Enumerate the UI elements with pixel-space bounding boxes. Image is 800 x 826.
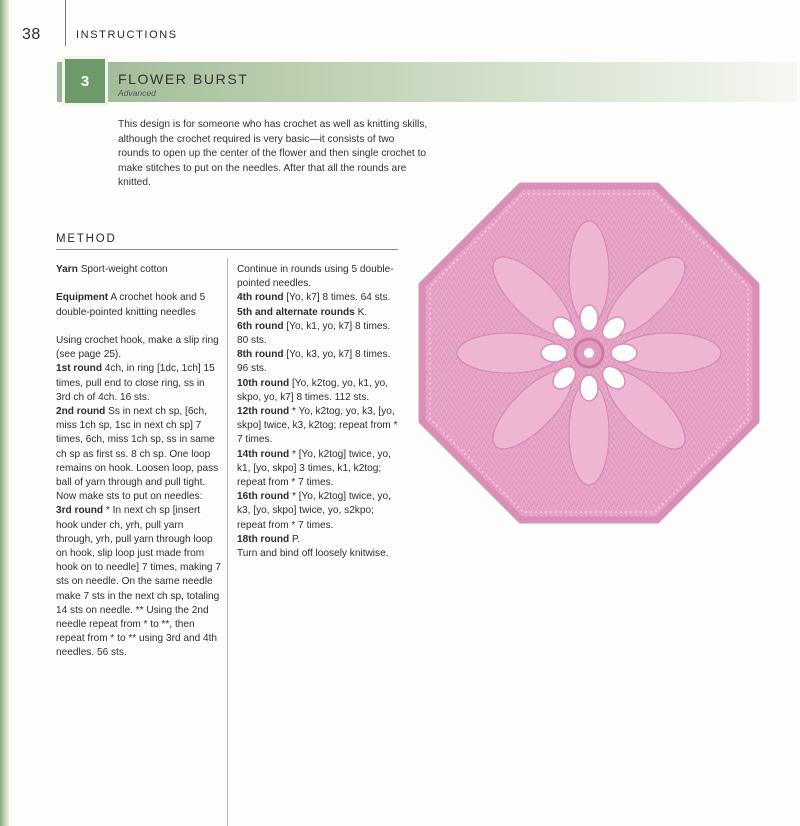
round-text: [Yo, k3, yo, k7] 8 times. 96 sts. [237, 349, 391, 375]
round-label: 6th round [237, 320, 284, 332]
round-text: Ss in next ch sp, [6ch, miss 1ch sp, 1sc in next ch sp] 7 times, 6ch, miss 1ch sp, ss in same ch sp as first ss. 8 ch sp. One loop remains on hook. Loosen loop, pass ball of yarn through and pull tight. Now make sts to put on needles: [56, 406, 219, 503]
round-instruction [237, 348, 401, 376]
page-number: 38 [22, 26, 41, 43]
method-column-right [237, 263, 401, 561]
column-divider [227, 258, 228, 826]
round-instruction [56, 362, 222, 405]
intro-paragraph: This design is for someone who has crochet as well as knitting skills, although the crochet required is very basic—it consists of two rounds to open up the center of the flower and then single crochet to make stitches to put on the needles. After that all the rounds are knitted. [118, 119, 428, 188]
header-divider [65, 0, 66, 46]
round-instruction [237, 405, 401, 448]
section-title: INSTRUCTIONS [76, 29, 178, 41]
page-spine-edge [0, 0, 9, 826]
round-label: 10th round [237, 377, 290, 389]
round-instruction [237, 320, 401, 348]
finish-text: Turn and bind off loosely knitwise. [237, 548, 389, 560]
round-text: 4ch, in ring [1dc, 1ch] 15 times, pull end to close ring, ss in 3rd ch of 4ch. 16 sts. [56, 363, 215, 403]
round-text: [Yo, k7] 8 times. 64 sts. [286, 292, 391, 304]
method-rule [56, 249, 398, 250]
round-label: 16th round [237, 491, 290, 503]
round-text: * [Yo, k2tog] twice, yo, k1, [yo, skpo] 3 times, k1, k2tog; repeat from * 7 times. [237, 448, 391, 489]
round-label: 12th round [237, 406, 290, 418]
round-instruction [237, 291, 401, 305]
yarn-label: Yarn [56, 264, 78, 275]
knitted-octagon-photo [414, 178, 764, 528]
round-instruction [56, 405, 222, 504]
equipment-text: A crochet hook and 5 double-pointed knitting needles [56, 292, 206, 318]
round-text: P. [291, 533, 301, 545]
round-instruction [237, 533, 401, 547]
round-label: 8th round [237, 349, 284, 361]
round-label: 18th round [237, 533, 290, 545]
equipment-line [56, 291, 222, 319]
pattern-title: FLOWER BURST [118, 71, 249, 87]
round-label: 5th and alternate rounds [237, 306, 355, 318]
round-label: 4th round [237, 292, 284, 304]
round-instruction [237, 377, 401, 405]
round-label: 14th round [237, 448, 290, 460]
round-text: * [Yo, k2tog] twice, yo, k3, [yo, skpo] twice, yo, s2kpo; repeat from * 7 times. [237, 491, 391, 531]
round-label: 1st round [56, 363, 102, 375]
round-text: K. [357, 306, 368, 318]
round-instruction [56, 504, 222, 660]
round-label: 2nd round [56, 406, 106, 417]
yarn-line [56, 263, 222, 277]
round-label: 3rd round [56, 505, 104, 517]
crochet-intro: Using crochet hook, make a slip ring (see page 25). [56, 334, 219, 361]
round-text: * Yo, k2tog, yo, k3, [yo, skpo] twice, k3, k2tog; repeat from * 7 times. [237, 406, 398, 446]
round-instruction [237, 490, 401, 533]
round-instruction [237, 448, 401, 491]
yarn-text: Sport-weight cotton [80, 264, 168, 275]
round-instruction [237, 306, 401, 320]
equipment-label: Equipment [56, 292, 109, 304]
pattern-number-badge: 3 [62, 56, 108, 106]
round-text: [Yo, k1, yo, k7] 8 times. 80 sts. [237, 320, 391, 347]
round-text: [Yo, k2tog, yo, k1, yo, skpo, yo, k7] 8 times. 112 sts. [237, 377, 389, 403]
continue-text: Continue in rounds using 5 double-pointed needles. [237, 264, 394, 290]
method-column-left [56, 263, 222, 661]
difficulty-label: Advanced [118, 88, 156, 98]
round-text: * In next ch sp [insert hook under ch, yrh, pull yarn through, yrh, pull yarn through loop on hook, slip loop just made from hook on to needle] 7 times, making 7 sts on needle. On the same needle make 7 sts in the next ch sp, totaling 14 sts on needle. ** Using the 2nd needle repeat from * to **, then repeat from * to ** using 3rd and 4th needles. 56 sts. [56, 505, 221, 659]
method-heading: METHOD [56, 233, 117, 245]
